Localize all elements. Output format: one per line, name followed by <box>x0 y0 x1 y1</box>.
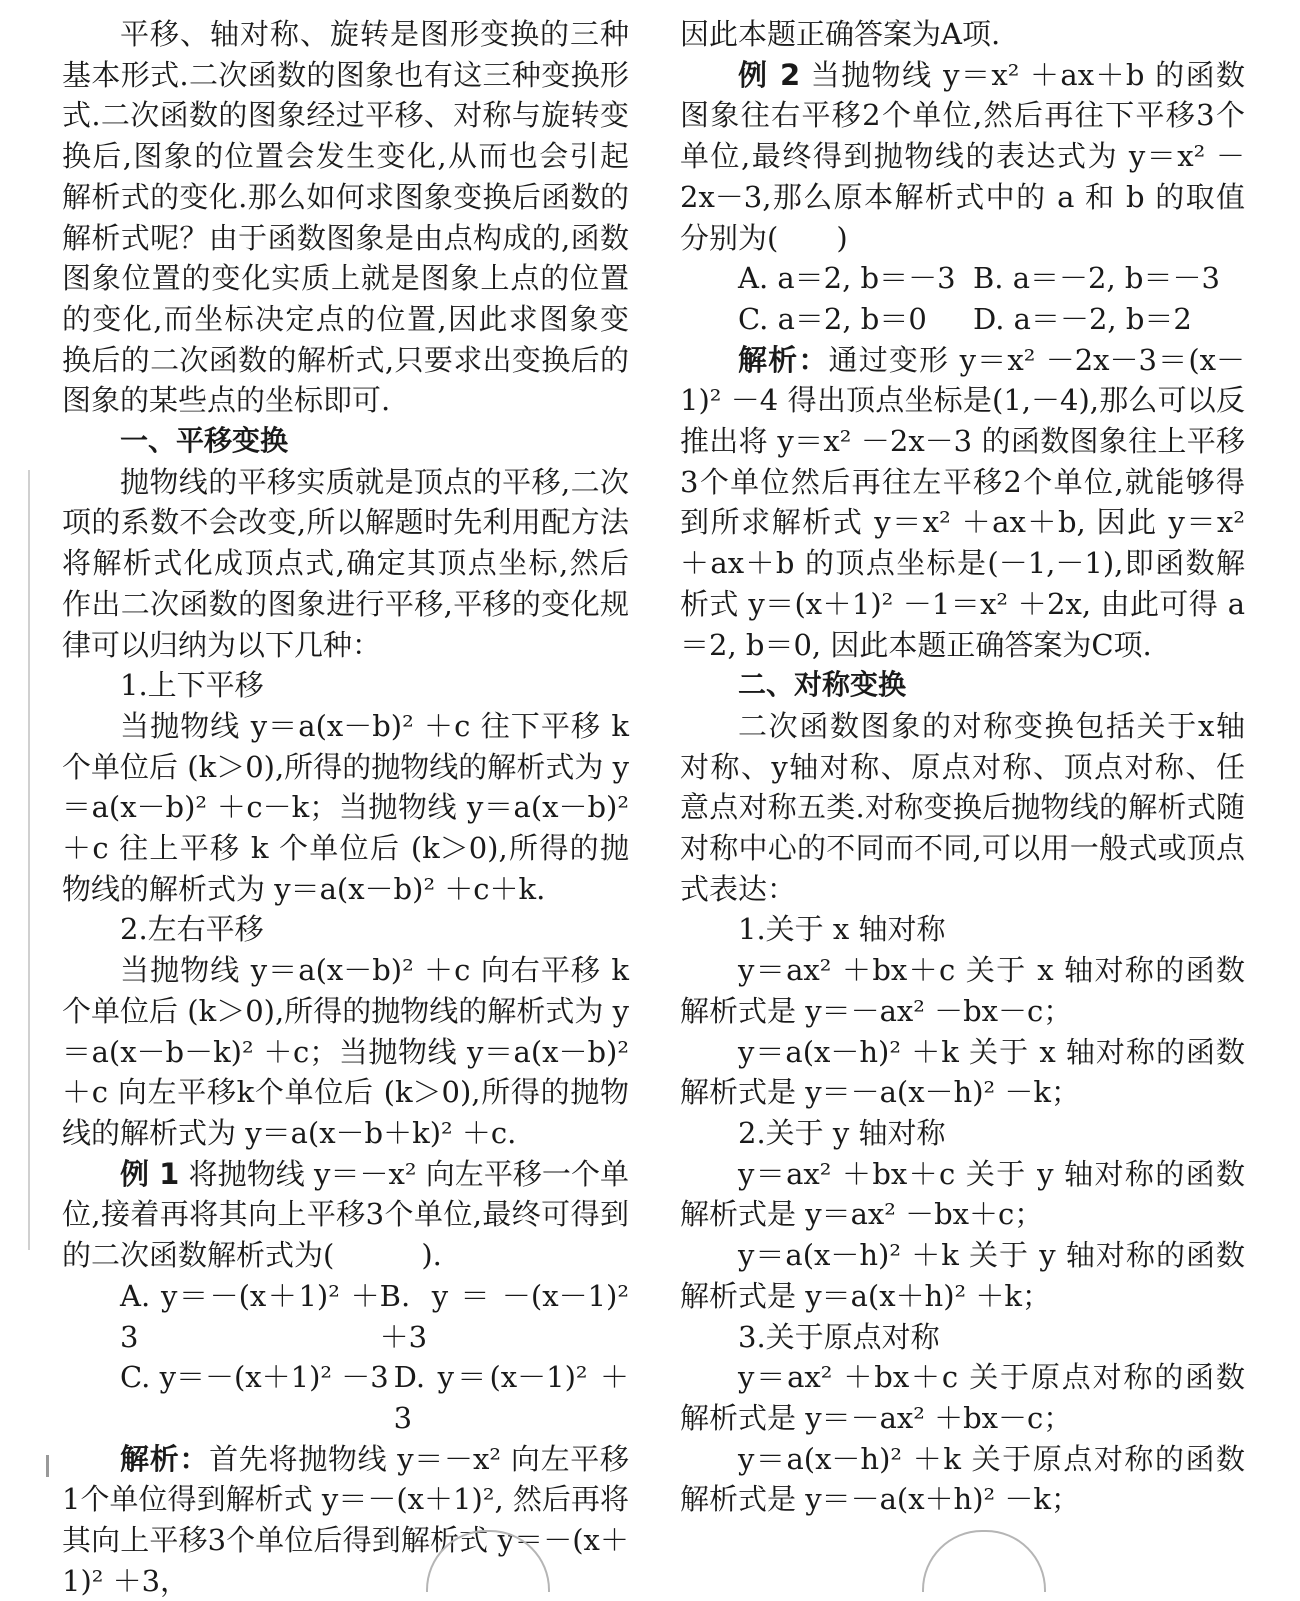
example-1-option-a: A. y＝－(x＋1)² ＋3 <box>120 1278 380 1354</box>
example-1-option-d: D. y＝(x－1)² ＋3 <box>393 1360 629 1435</box>
x-axis-general-form: y＝ax² ＋bx＋c 关于 x 轴对称的函数解析式是 y＝－ax² －bx－c； <box>680 953 1245 1028</box>
subheading-origin-symmetry: 3.关于原点对称 <box>738 1319 940 1354</box>
translation-paragraph: 抛物线的平移实质就是顶点的平移,二次项的系数不会改变,所以解题时先利用配方法将解析式化成顶点式,确定其顶点坐标,然后作出二次函数的图象进行平移,平移的变化规律可以归纳为以下几种： <box>62 464 629 662</box>
scan-edge-tick <box>46 1455 49 1477</box>
example-1-option-c: C. y＝－(x＋1)² －3 <box>120 1360 389 1395</box>
example-1-option-b: B. y＝－(x－1)² ＋3 <box>379 1278 629 1354</box>
example-2-option-b: B. a＝－2, b＝－3 <box>973 261 1220 296</box>
symmetry-paragraph: 二次函数图象的对称变换包括关于x轴对称、y轴对称、原点对称、顶点对称、任意点对称五类.对称变换后抛物线的解析式随对称中心的不同而不同,可以用一般式或顶点式表达： <box>680 708 1245 906</box>
example-2-options-row-2 <box>680 299 1245 340</box>
subheading-horizontal-shift: 2.左右平移 <box>120 912 264 947</box>
right-column <box>680 14 1245 1520</box>
example-2-question <box>680 55 1245 259</box>
example-2-text: 当抛物线 y＝x² ＋ax＋b 的函数图象往右平移2个单位,然后再往下平移3个单位,最终得到抛物线的表达式为 y＝x² －2x－3,那么原本解析式中的 a 和 b 的取值分别为( ) <box>680 57 1245 255</box>
origin-vertex-form: y＝a(x－h)² ＋k 关于原点对称的函数解析式是 y＝－a(x＋h)² －k； <box>680 1441 1245 1517</box>
example-1-options-row-1 <box>62 1276 629 1357</box>
example-2-option-c: C. a＝2, b＝0 <box>738 301 927 336</box>
example-1-conclusion: 因此本题正确答案为A项. <box>680 17 1001 51</box>
subheading-y-axis-symmetry: 2.关于 y 轴对称 <box>738 1115 946 1150</box>
subheading-vertical-shift: 1.上下平移 <box>120 668 264 703</box>
left-column <box>62 14 629 1601</box>
example-1-solution-label: 解析： <box>120 1441 210 1476</box>
x-axis-vertex-form: y＝a(x－h)² ＋k 关于 x 轴对称的函数解析式是 y＝－a(x－h)² －k； <box>680 1034 1245 1110</box>
example-1-solution-text: 首先将抛物线 y＝－x² 向左平移1个单位得到解析式 y＝－(x＋1)², 然后再将其向上平移3个单位后得到解析式 y＝－(x＋1)² ＋3， <box>62 1441 629 1598</box>
example-1-text: 将抛物线 y＝－x² 向左平移一个单位,接着再将其向上平移3个单位,最终可得到的二次函数解析式为( ). <box>62 1156 629 1273</box>
example-2-option-a: A. a＝2, b＝－3 <box>738 261 956 296</box>
subheading-x-axis-symmetry: 1.关于 x 轴对称 <box>738 912 946 947</box>
example-1-options-row-2 <box>62 1357 629 1438</box>
intro-paragraph: 平移、轴对称、旋转是图形变换的三种基本形式.二次函数的图象也有这三种变换形式.二次函数的图象经过平移、对称与旋转变换后,图象的位置会发生变化,从而也会引起解析式的变化.那么如何求图象变换后函数的解析式呢？由于函数图象是由点构成的,函数图象位置的变化实质上就是图象上点的位置的变化,而坐标决定点的位置,因此求图象变换后的二次函数的解析式,只要求出变换后的图象的某些点的坐标即可. <box>62 17 629 418</box>
example-2-label: 例 2 <box>738 57 801 92</box>
page-ornament-right <box>922 1530 1046 1592</box>
origin-general-form: y＝ax² ＋bx＋c 关于原点对称的函数解析式是 y＝－ax² ＋bx－c； <box>680 1360 1245 1435</box>
example-2-solution-text: 通过变形 y＝x² －2x－3＝(x－1)² －4 得出顶点坐标是(1,－4),那么可以反推出将 y＝x² －2x－3 的函数图象往上平移3个单位然后再往左平移2个单位,就能够得到所求解析式 y＝x² ＋ax＋b, 因此 y＝x² ＋ax＋b 的顶点坐标是(－1,－1),即函数解析式 y＝(x＋1)² －1＝x² ＋2x, 由此可得 a＝2, b＝0, 因此本题正确答案为C项. <box>680 342 1245 662</box>
section-heading-symmetry: 二、对称变换 <box>738 668 907 702</box>
scan-edge-line <box>28 470 30 1250</box>
example-2-options-row-1 <box>680 258 1245 299</box>
horizontal-shift-paragraph: 当抛物线 y＝a(x－b)² ＋c 向右平移 k 个单位后 (k＞0),所得的抛物线的解析式为 y＝a(x－b－k)² ＋c；当抛物线 y＝a(x－b)² ＋c 向左平移k个单位后 (k＞0),所得的抛物线的解析式为 y＝a(x－b＋k)² ＋c. <box>62 953 629 1150</box>
example-2-solution <box>680 340 1245 666</box>
section-heading-translation: 一、平移变换 <box>120 424 289 458</box>
example-2-solution-label: 解析： <box>738 342 829 377</box>
example-1-question <box>62 1154 629 1276</box>
y-axis-vertex-form: y＝a(x－h)² ＋k 关于 y 轴对称的函数解析式是 y＝a(x＋h)² ＋k； <box>680 1238 1245 1313</box>
example-1-label: 例 1 <box>120 1156 180 1191</box>
vertical-shift-paragraph: 当抛物线 y＝a(x－b)² ＋c 往下平移 k 个单位后 (k＞0),所得的抛物线的解析式为 y＝a(x－b)² ＋c－k；当抛物线 y＝a(x－b)² ＋c 往上平移 k 个单位后 (k＞0),所得的抛物线的解析式为 y＝a(x－b)² ＋c＋k. <box>62 708 629 906</box>
y-axis-general-form: y＝ax² ＋bx＋c 关于 y 轴对称的函数解析式是 y＝ax² －bx＋c； <box>680 1156 1245 1232</box>
example-2-option-d: D. a＝－2, b＝2 <box>973 301 1192 336</box>
